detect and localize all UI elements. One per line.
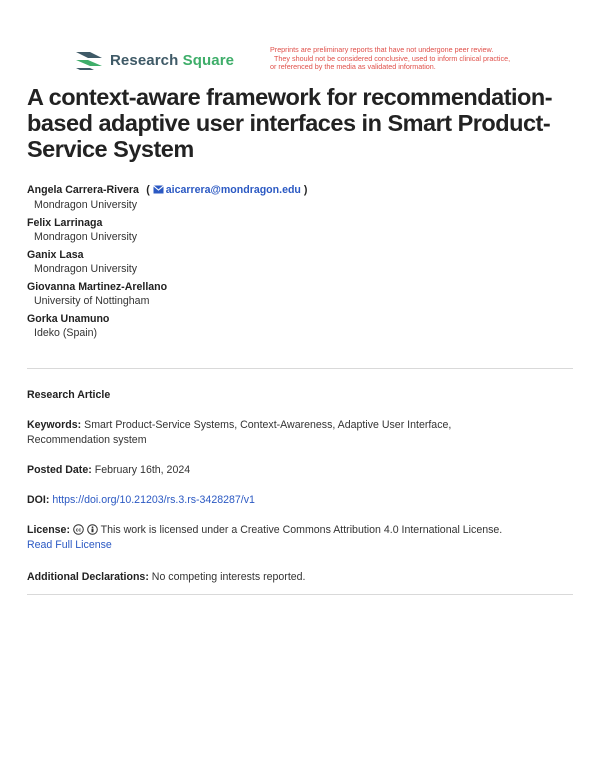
paper-title: A context-aware framework for recommendation-based adaptive user interfaces in Smart Product-Service System bbox=[27, 84, 553, 162]
author-affiliation: Mondragon University bbox=[34, 199, 138, 211]
read-full-license-link[interactable]: Read Full License bbox=[27, 539, 112, 551]
author-list bbox=[27, 180, 577, 344]
attribution-icon bbox=[87, 524, 98, 535]
author-affiliation: University of Nottingham bbox=[34, 295, 150, 307]
preprint-disclaimer bbox=[270, 46, 570, 72]
author-affiliation: Mondragon University bbox=[34, 263, 138, 275]
author-affiliation: Ideko (Spain) bbox=[34, 327, 98, 339]
author-name: Gorka Unamuno bbox=[27, 313, 110, 325]
doi-link[interactable]: https://doi.org/10.21203/rs.3.rs-3428287/v1 bbox=[52, 494, 255, 506]
keywords-value-cont: Recommendation system bbox=[27, 434, 147, 446]
doi bbox=[27, 493, 573, 508]
author-email-wrapper: ( aicarrera@mondragon.edu ) bbox=[143, 184, 308, 196]
keywords-label: Keywords: bbox=[27, 419, 82, 431]
research-square-logo[interactable] bbox=[74, 48, 234, 72]
additional-declarations bbox=[27, 570, 573, 585]
author-name: Giovanna Martinez-Arellano bbox=[27, 281, 168, 293]
article-type bbox=[27, 388, 573, 403]
author-email-link[interactable]: aicarrera@mondragon.edu bbox=[165, 184, 301, 196]
author-name: Ganix Lasa bbox=[27, 249, 84, 261]
author-entry bbox=[27, 216, 577, 244]
author-entry bbox=[27, 248, 577, 276]
section-divider bbox=[27, 368, 573, 369]
posted-date-value: February 16th, 2024 bbox=[94, 464, 191, 476]
license bbox=[27, 523, 573, 553]
license-label: License: bbox=[27, 524, 70, 536]
doi-label: DOI: bbox=[27, 494, 50, 506]
creative-commons-icon bbox=[73, 524, 84, 535]
author-name: Felix Larrinaga bbox=[27, 217, 103, 229]
research-square-logo-icon bbox=[74, 48, 104, 72]
disclaimer-line: or referenced by the media as validated information. bbox=[270, 62, 436, 72]
author-entry bbox=[27, 312, 577, 340]
posted-date bbox=[27, 463, 573, 478]
declarations-label: Additional Declarations: bbox=[27, 571, 149, 583]
disclaimer-line: They should not be considered conclusive, used to inform clinical practice, bbox=[274, 53, 511, 63]
disclaimer-line: Preprints are preliminary reports that have not undergone peer review. bbox=[270, 45, 494, 54]
svg-text:cc: cc bbox=[75, 527, 82, 534]
section-divider-bottom bbox=[27, 594, 573, 595]
author-entry bbox=[27, 180, 577, 212]
declarations-value: No competing interests reported. bbox=[151, 571, 306, 583]
posted-date-label: Posted Date: bbox=[27, 464, 92, 476]
license-text: This work is licensed under a Creative Commons Attribution 4.0 International License. bbox=[100, 524, 503, 536]
author-name: Angela Carrera-Rivera bbox=[27, 184, 139, 196]
keywords bbox=[27, 418, 573, 448]
brand-name: Research Square bbox=[110, 51, 235, 69]
author-entry bbox=[27, 280, 577, 308]
article-type-label: Research Article bbox=[27, 389, 111, 401]
envelope-icon bbox=[153, 185, 164, 194]
keywords-value: Smart Product-Service Systems, Context-Awareness, Adaptive User Interface, bbox=[84, 419, 452, 431]
author-affiliation: Mondragon University bbox=[34, 231, 138, 243]
